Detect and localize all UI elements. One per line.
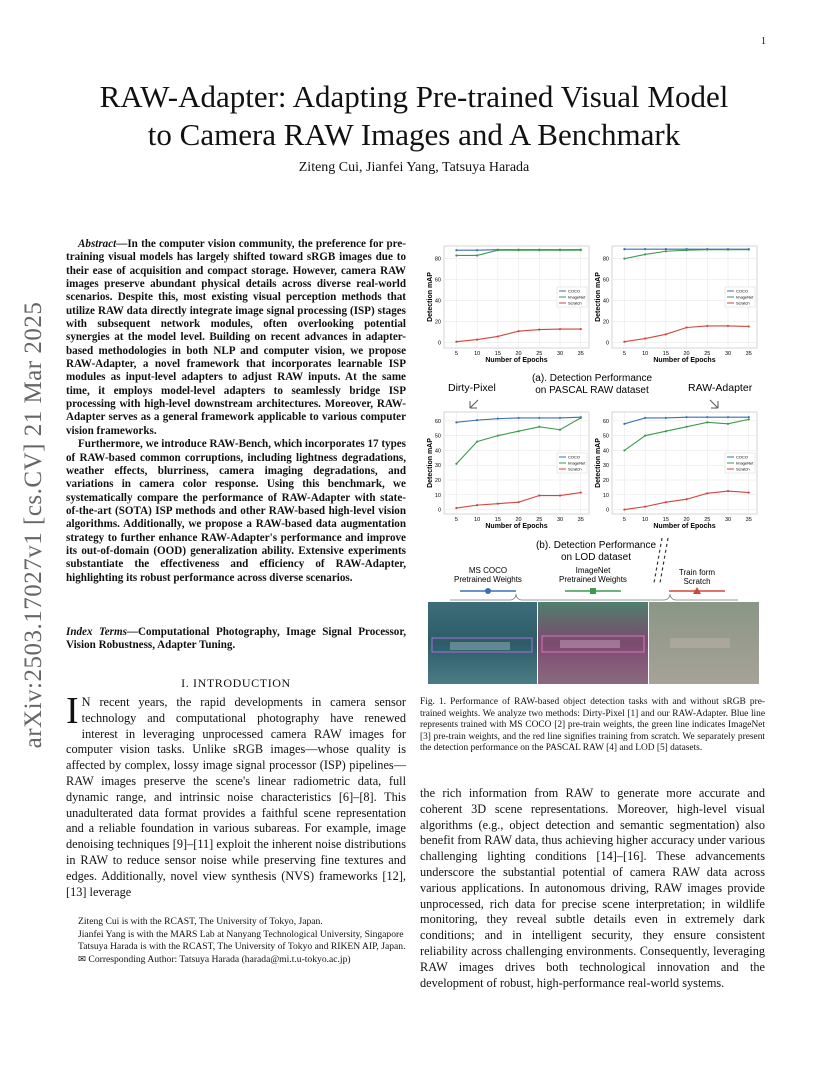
- legend-imagenet-line-2: Pretrained Weights: [559, 575, 627, 584]
- y-axis-label: Detection mAP: [427, 438, 434, 488]
- method-label-dirty-pixel: Dirty-Pixel: [448, 382, 496, 394]
- data-point-coco: [644, 417, 646, 419]
- x-tick-label: 10: [642, 517, 649, 523]
- data-point-imagenet: [665, 250, 667, 252]
- data-point-imagenet: [497, 435, 499, 437]
- sample-image-scratch: [649, 602, 759, 684]
- data-point-imagenet: [727, 249, 729, 251]
- y-axis-label: Detection mAP: [595, 438, 602, 488]
- right-column-paragraph: the rich information from RAW to generate more accurate and coherent 3D scene representations. Moreover, high-level visual algorithms (e.g., object detection and semantic segmentation) also benefit from RAW data, thus achieving higher accuracy under various challenging lighting conditions [14]–[16]. These advancements underscore the substantial potential of camera RAW data across various applications. In autonomous driving, RAW images provide unprocessed, rich data for precise scene interpretation; in wildlife monitoring, they reveal subtle details even in extremely dark conditions; and in intelligent security, they ensure consistent reliability across challenging environments. Consequently, leveraging RAW images drives both technological innovation and the development of robust, high-performance real-world systems.: [420, 786, 765, 990]
- y-tick-label: 80: [602, 256, 609, 263]
- x-tick-label: 20: [683, 517, 690, 523]
- label-b-line-2: on LOD dataset: [560, 552, 632, 563]
- y-tick-label: 10: [434, 492, 441, 499]
- drop-cap: I: [66, 690, 79, 732]
- footnote-affiliation-2: Jianfei Yang is with the MARS Lab at Nanyang Technological University, Singapore: [78, 928, 404, 940]
- data-point-scratch: [538, 494, 540, 496]
- data-point-imagenet: [623, 449, 625, 451]
- y-tick-label: 60: [602, 277, 609, 284]
- footnotes: [66, 916, 406, 966]
- data-point-scratch: [644, 506, 646, 508]
- data-point-scratch: [476, 504, 478, 506]
- label-a-line-2: on PASCAL RAW dataset: [535, 385, 649, 396]
- data-point-coco: [644, 248, 646, 250]
- data-point-scratch: [623, 508, 625, 510]
- data-point-scratch: [497, 335, 499, 337]
- x-tick-label: 30: [724, 351, 732, 357]
- legend-coco-marker: [460, 588, 516, 594]
- data-point-imagenet: [580, 417, 582, 419]
- arxiv-identifier: [14, 290, 54, 760]
- title-line-1: RAW-Adapter: Adapting Pre-trained Visual Model: [99, 79, 729, 114]
- legend-entry: ImageNet: [736, 294, 754, 300]
- data-point-scratch: [559, 494, 561, 496]
- legend-entry: ImageNet: [736, 460, 754, 466]
- chart-2: [595, 246, 757, 364]
- data-point-coco: [623, 248, 625, 250]
- legend-scratch-marker: [669, 587, 725, 594]
- legend-scratch-line-2: Scratch: [683, 577, 711, 586]
- arrow-icon-right: [710, 400, 718, 408]
- x-tick-label: 15: [494, 517, 501, 523]
- legend-imagenet-marker: [565, 588, 621, 594]
- data-point-scratch: [497, 503, 499, 505]
- data-point-coco: [706, 416, 708, 418]
- data-point-imagenet: [748, 249, 750, 251]
- data-point-scratch: [706, 492, 708, 494]
- y-tick-label: 20: [602, 319, 609, 326]
- y-tick-label: 20: [434, 478, 441, 484]
- figure-caption: Fig. 1. Performance of RAW-based object detection tasks with and without sRGB pre-trained weights. We analyze two methods: Dirty-Pixel [1] and our RAW-Adapter. Blue line represents trained with MS COCO [2] pre-train weights, the green line indicates ImageNet [3] pre-train weights, and the red line signifies training from scratch. We separately present the detection performance on the PASCAL RAW [4] and LOD [5] datasets.: [420, 697, 765, 754]
- data-point-scratch: [644, 337, 646, 339]
- legend-entry: COCO: [568, 454, 580, 460]
- right-column-text: [420, 786, 765, 991]
- footnote-affiliation-1: Ziteng Cui is with the RCAST, The University of Tokyo, Japan.: [78, 916, 323, 927]
- data-point-coco: [559, 417, 561, 419]
- data-point-imagenet: [706, 249, 708, 251]
- data-point-scratch: [455, 507, 457, 509]
- abstract-text-1: —In the computer vision community, the preference for pre-training visual models has largely shifted toward sRGB images due to their ease of acquisition and compact storage. However, camera RAW images preserve abundant physical details across diverse real-world scenarios. Despite this, most existing visual perception methods that utilize RAW data directly integrate image signal processing (ISP) stages with subsequent network modules, often overlooking potential synergies at the model level. Building on recent advances in adapter-based methodologies in both NLP and computer vision, we propose RAW-Adapter, a novel framework that incorporates learnable ISP modules as input-level adapters to adjust RAW inputs. At the same time, it employs model-level adapters to seamlessly bridge ISP processing with high-level downstream architectures. Moreover, RAW-Adapter serves as a general framework applicable to various computer vision frameworks.: [66, 238, 406, 437]
- y-tick-label: 0: [437, 340, 441, 347]
- abstract-label: Abstract: [78, 238, 117, 250]
- legend-scratch-line-1: Train form: [678, 568, 716, 577]
- data-point-imagenet: [623, 258, 625, 260]
- data-point-coco: [665, 417, 667, 419]
- sample-image-imagenet: [538, 602, 648, 684]
- x-tick-label: 20: [515, 351, 522, 357]
- x-tick-label: 20: [683, 351, 690, 357]
- data-point-imagenet: [538, 249, 540, 251]
- x-tick-label: 5: [454, 517, 458, 523]
- index-terms-text: —Computational Photography, Image Signal Processor, Vision Robustness, Adapter Tuning.: [66, 626, 406, 652]
- x-tick-label: 30: [556, 517, 564, 523]
- data-point-imagenet: [517, 430, 519, 432]
- data-point-imagenet: [644, 435, 646, 437]
- data-point-coco: [623, 423, 625, 425]
- legend-entry: COCO: [568, 288, 580, 294]
- y-tick-label: 0: [605, 507, 609, 514]
- section-heading: I. INTRODUCTION: [181, 676, 291, 690]
- title-line-2: to Camera RAW Images and A Benchmark: [147, 117, 681, 152]
- x-tick-label: 15: [662, 351, 669, 357]
- y-tick-label: 30: [434, 463, 441, 470]
- sample-image-coco: [428, 602, 537, 684]
- data-point-imagenet: [455, 463, 457, 465]
- data-point-scratch: [665, 333, 667, 335]
- x-tick-label: 35: [577, 351, 584, 357]
- legend-entry: COCO: [736, 454, 748, 460]
- paper-title: [70, 78, 758, 154]
- data-point-scratch: [748, 491, 750, 493]
- x-tick-label: 20: [515, 517, 522, 523]
- data-point-coco: [727, 416, 729, 418]
- x-tick-label: 25: [704, 351, 711, 357]
- abstract-paragraph-1: [66, 238, 406, 438]
- data-point-scratch: [538, 328, 540, 330]
- chart-4: [595, 412, 757, 530]
- data-point-imagenet: [559, 429, 561, 431]
- legend-entry: COCO: [736, 288, 748, 294]
- x-axis-label: Number of Epochs: [485, 523, 548, 530]
- y-tick-label: 80: [434, 256, 441, 263]
- x-tick-label: 10: [474, 517, 481, 523]
- legend-entry: ImageNet: [568, 460, 586, 466]
- data-point-coco: [665, 248, 667, 250]
- chart-1: [427, 246, 589, 364]
- data-point-scratch: [476, 338, 478, 340]
- data-point-coco: [455, 249, 457, 251]
- data-point-coco: [517, 417, 519, 419]
- footnote-corresponding: ✉ Corresponding Author: Tatsuya Harada (harada@mi.t.u-tokyo.ac.jp): [78, 953, 351, 965]
- chart-legend: [725, 453, 755, 473]
- legend-entry: Scratch: [568, 466, 582, 472]
- legend-entry: Scratch: [736, 300, 750, 306]
- legend-entry: Scratch: [568, 300, 582, 306]
- legend-coco-line-2: Pretrained Weights: [454, 575, 522, 584]
- data-point-imagenet: [455, 254, 457, 256]
- y-tick-label: 50: [434, 433, 441, 440]
- chart-legend: [557, 453, 587, 473]
- data-point-imagenet: [644, 253, 646, 255]
- y-tick-label: 50: [602, 433, 609, 440]
- figure-1: [420, 238, 765, 692]
- intro-body: N recent years, the rapid developments in camera sensor technology and computational photography have renewed interest in leveraging unprocessed camera RAW images for computer vision tasks. Unlike sRGB images—whose quality is affected by complex, lossy image signal processor (ISP) pipelines—RAW images preserve the scene's linear radiometric data, full dynamic range, and intrinsic noise characteristics [6]–[8]. This unadulterated data format provides a faithful scene representation and a reliable foundation in various subareas. For example, image denoising techniques [9]–[11] exploit the inherent noise distributions in RAW to reduce sensor noise while preserving fine textures and edges. Additionally, novel view synthesis (NVS) frameworks [12], [13] leverage: [66, 695, 406, 899]
- data-point-scratch: [580, 491, 582, 493]
- x-tick-label: 25: [536, 351, 543, 357]
- data-point-imagenet: [685, 426, 687, 428]
- data-point-scratch: [623, 341, 625, 343]
- data-point-imagenet: [517, 249, 519, 251]
- y-tick-label: 40: [602, 448, 609, 455]
- x-axis-label: Number of Epochs: [485, 357, 548, 364]
- data-point-scratch: [580, 328, 582, 330]
- x-tick-label: 5: [454, 351, 458, 357]
- data-point-imagenet: [497, 249, 499, 251]
- data-point-coco: [476, 419, 478, 421]
- data-point-scratch: [665, 501, 667, 503]
- data-point-imagenet: [706, 421, 708, 423]
- data-point-coco: [538, 417, 540, 419]
- introduction-text: [66, 690, 406, 900]
- x-tick-label: 35: [745, 351, 752, 357]
- y-tick-label: 60: [434, 277, 441, 284]
- data-point-coco: [497, 418, 499, 420]
- y-tick-label: 0: [605, 340, 609, 347]
- x-tick-label: 5: [622, 351, 626, 357]
- x-tick-label: 25: [704, 517, 711, 523]
- data-point-imagenet: [476, 254, 478, 256]
- y-tick-label: 30: [602, 463, 609, 470]
- index-terms-label: Index Terms: [66, 626, 127, 638]
- x-tick-label: 10: [642, 351, 649, 357]
- abstract: [66, 238, 406, 585]
- data-point-imagenet: [538, 426, 540, 428]
- legend-brace: [450, 594, 738, 600]
- x-axis-label: Number of Epochs: [653, 357, 716, 364]
- chart-legend: [725, 287, 755, 307]
- y-tick-label: 20: [602, 478, 609, 484]
- data-point-coco: [685, 416, 687, 418]
- y-axis-label: Detection mAP: [427, 272, 434, 322]
- data-point-scratch: [455, 341, 457, 343]
- data-point-imagenet: [476, 440, 478, 442]
- x-tick-label: 5: [622, 517, 626, 523]
- page-number: 1: [761, 36, 766, 47]
- chart-3: [427, 412, 589, 530]
- y-tick-label: 60: [602, 418, 609, 425]
- data-point-imagenet: [580, 249, 582, 251]
- data-point-scratch: [727, 325, 729, 327]
- data-point-imagenet: [559, 249, 561, 251]
- index-terms: [66, 626, 406, 653]
- label-b-line-1: (b). Detection Performance: [535, 540, 657, 551]
- legend-imagenet-line-1: ImageNet: [575, 566, 611, 575]
- x-tick-label: 15: [662, 517, 669, 523]
- data-point-coco: [476, 249, 478, 251]
- x-tick-label: 30: [724, 517, 732, 523]
- authors: Ziteng Cui, Jianfei Yang, Tatsuya Harada: [298, 160, 530, 175]
- y-tick-label: 40: [602, 298, 609, 305]
- abstract-paragraph-2: Furthermore, we introduce RAW-Bench, which incorporates 17 types of RAW-based common corruptions, including lightness degradations, weather effects, blurriness, camera imaging degradations, and variations in camera color response. Using this benchmark, we systematically compare the performance of RAW-Adapter with state-of-the-art (SOTA) ISP methods and other RAW-based high-level vision algorithms. Additionally, we propose a RAW-based data augmentation strategy to further enhance RAW-Adapter's performance and improve its out-of-domain (OOD) generalization ability. Extensive experiments substantiate the effectiveness and efficiency of RAW-Adapter, highlighting its robust performance across diverse scenarios.: [66, 438, 406, 584]
- data-point-imagenet: [685, 249, 687, 251]
- data-point-imagenet: [748, 418, 750, 420]
- chart-legend: [557, 287, 587, 307]
- data-point-scratch: [748, 325, 750, 327]
- x-tick-label: 35: [577, 517, 584, 523]
- legend-entry: Scratch: [736, 466, 750, 472]
- data-point-coco: [748, 416, 750, 418]
- data-point-scratch: [517, 330, 519, 332]
- data-point-scratch: [559, 328, 561, 330]
- data-point-scratch: [685, 498, 687, 500]
- x-axis-label: Number of Epochs: [653, 523, 716, 530]
- data-point-scratch: [727, 490, 729, 492]
- legend-coco-line-1: MS COCO: [468, 566, 508, 575]
- x-tick-label: 25: [536, 517, 543, 523]
- arxiv-id-text: arXiv:2503.17027v1 [cs.CV] 21 Mar 2025: [20, 301, 47, 749]
- x-tick-label: 15: [494, 351, 501, 357]
- method-label-raw-adapter: RAW-Adapter: [688, 382, 753, 394]
- figure-1-graphic: [420, 238, 765, 692]
- y-tick-label: 60: [434, 418, 441, 425]
- legend-entry: ImageNet: [568, 294, 586, 300]
- footnote-affiliation-3: Tatsuya Harada is with the RCAST, The University of Tokyo and RIKEN AIP, Japan.: [78, 941, 406, 953]
- arrow-icon-left: [470, 400, 478, 408]
- data-point-coco: [455, 421, 457, 423]
- y-axis-label: Detection mAP: [595, 272, 602, 322]
- y-tick-label: 0: [437, 507, 441, 514]
- data-point-imagenet: [665, 430, 667, 432]
- x-tick-label: 35: [745, 517, 752, 523]
- data-point-imagenet: [727, 423, 729, 425]
- y-tick-label: 40: [434, 298, 441, 305]
- y-tick-label: 20: [434, 319, 441, 326]
- x-tick-label: 10: [474, 351, 481, 357]
- y-tick-label: 40: [434, 448, 441, 455]
- y-tick-label: 10: [602, 492, 609, 499]
- data-point-scratch: [517, 501, 519, 503]
- data-point-scratch: [685, 326, 687, 328]
- label-a-line-1: (a). Detection Performance: [531, 373, 653, 384]
- x-tick-label: 30: [556, 351, 564, 357]
- data-point-scratch: [706, 325, 708, 327]
